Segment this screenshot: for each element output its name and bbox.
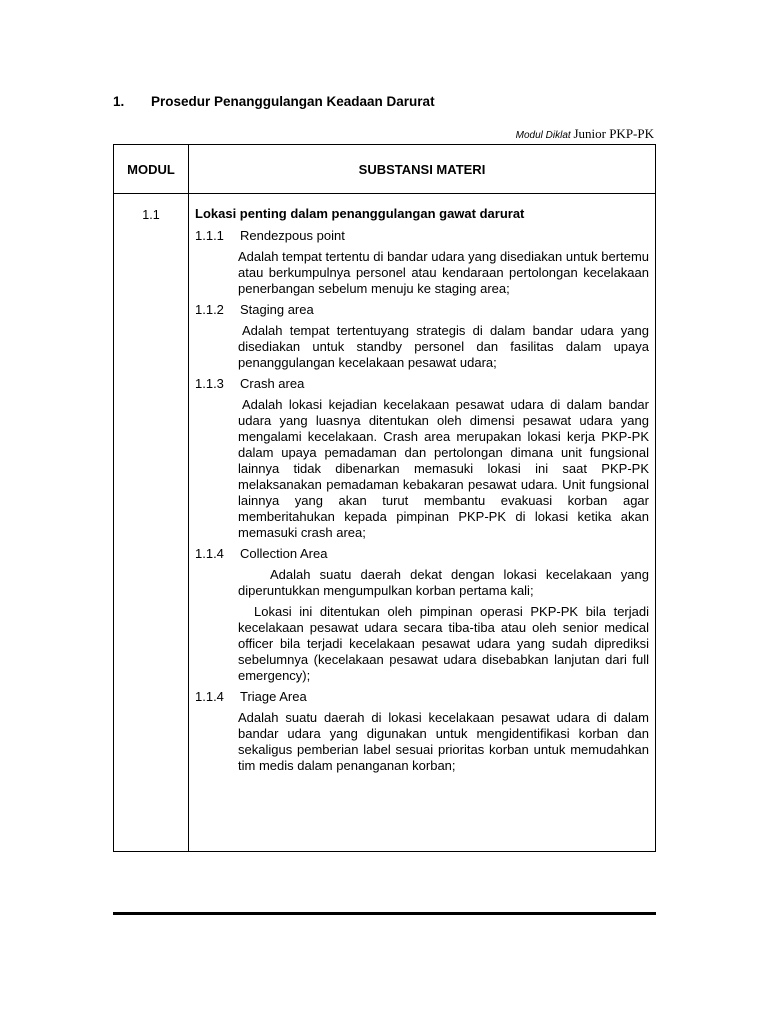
table-header-row xyxy=(114,145,656,194)
item-staging-area xyxy=(195,302,649,371)
module-note xyxy=(516,126,654,142)
item-triage-area xyxy=(195,689,649,774)
item-collection-area xyxy=(195,546,649,684)
item-label: Rendezpous point xyxy=(240,228,345,243)
item-title xyxy=(195,228,649,244)
item-paragraph: Adalah lokasi kejadian kecelakaan pesawat udara di dalam bandar udara yang luasnya ditentukan oleh dimensi pesawat udara yang mengalami kecelakaan. Crash area merupakan lokasi kerja PKP-PK dalam upaya pemadaman dan pertolongan dimana unit fungsional lainnya tidak dibenarkan memasuki lokasi ini saat PKP-PK melaksanakan pemadaman kebakaran pesawat udara. Unit fungsional lainnya yang akan turut membantu evakuasi korban agar memberitahukan kepada pimpinan PKP-PK di lokasi ketika akan memasuki crash area; xyxy=(238,397,649,540)
item-crash-area xyxy=(195,376,649,541)
item-title xyxy=(195,302,649,318)
substance-table xyxy=(113,144,656,852)
item-paragraph: Lokasi ini ditentukan oleh pimpinan operasi PKP-PK bila terjadi kecelakaan pesawat udara secara tiba-tiba atau oleh senior medical officer bila terjadi kecelakaan pesawat udara yang sudah diprediksi sebelumnya (kecelakaan pesawat udara disebabkan lanjutan dari full emergency); xyxy=(238,604,649,683)
item-number: 1.1.4 xyxy=(195,689,224,704)
item-label: Triage Area xyxy=(240,689,307,704)
item-paragraph: Adalah suatu daerah dekat dengan lokasi kecelakaan yang diperuntukkan mengumpulkan korban pertama kali; xyxy=(238,567,649,598)
item-number: 1.1.1 xyxy=(195,228,224,243)
footer-rule xyxy=(113,912,656,915)
item-paragraph: Adalah suatu daerah di lokasi kecelakaan pesawat udara di dalam bandar udara yang digunakan untuk mengidentifikasi korban dan sekaligus pemberian label sesuai prioritas korban untuk memudahkan tim medis dalam penanganan korban; xyxy=(238,710,649,773)
header-modul: MODUL xyxy=(114,145,189,194)
content-cell xyxy=(189,194,656,852)
content-heading: Lokasi penting dalam penanggulangan gawat darurat xyxy=(195,206,525,221)
item-paragraph: Adalah tempat tertentuyang strategis di dalam bandar udara yang disediakan untuk standby personel dan fasilitas dalam upaya penanggulangan kecelakaan pesawat udara; xyxy=(238,323,649,370)
section-title: Prosedur Penanggulangan Keadaan Darurat xyxy=(151,94,435,109)
item-number: 1.1.3 xyxy=(195,376,224,391)
item-label: Crash area xyxy=(240,376,305,391)
header-substansi: SUBSTANSI MATERI xyxy=(189,145,656,194)
item-title xyxy=(195,689,649,705)
item-label: Collection Area xyxy=(240,546,328,561)
item-number: 1.1.4 xyxy=(195,546,224,561)
item-number: 1.1.2 xyxy=(195,302,224,317)
item-title xyxy=(195,546,649,562)
item-title xyxy=(195,376,649,392)
table-row xyxy=(114,194,656,852)
module-note-brand: Junior PKP-PK xyxy=(573,126,654,141)
item-rendezpous-point xyxy=(195,228,649,297)
section-heading xyxy=(113,94,435,109)
module-number: 1.1 xyxy=(114,194,189,852)
item-label: Staging area xyxy=(240,302,314,317)
module-note-prefix: Modul Diklat xyxy=(515,130,571,141)
item-paragraph: Adalah tempat tertentu di bandar udara yang disediakan untuk bertemu atau berkumpulnya personel atau kendaraan pertolongan kecelakaan penerbangan sebelum menuju ke staging area; xyxy=(238,249,649,296)
section-number: 1. xyxy=(113,94,125,109)
